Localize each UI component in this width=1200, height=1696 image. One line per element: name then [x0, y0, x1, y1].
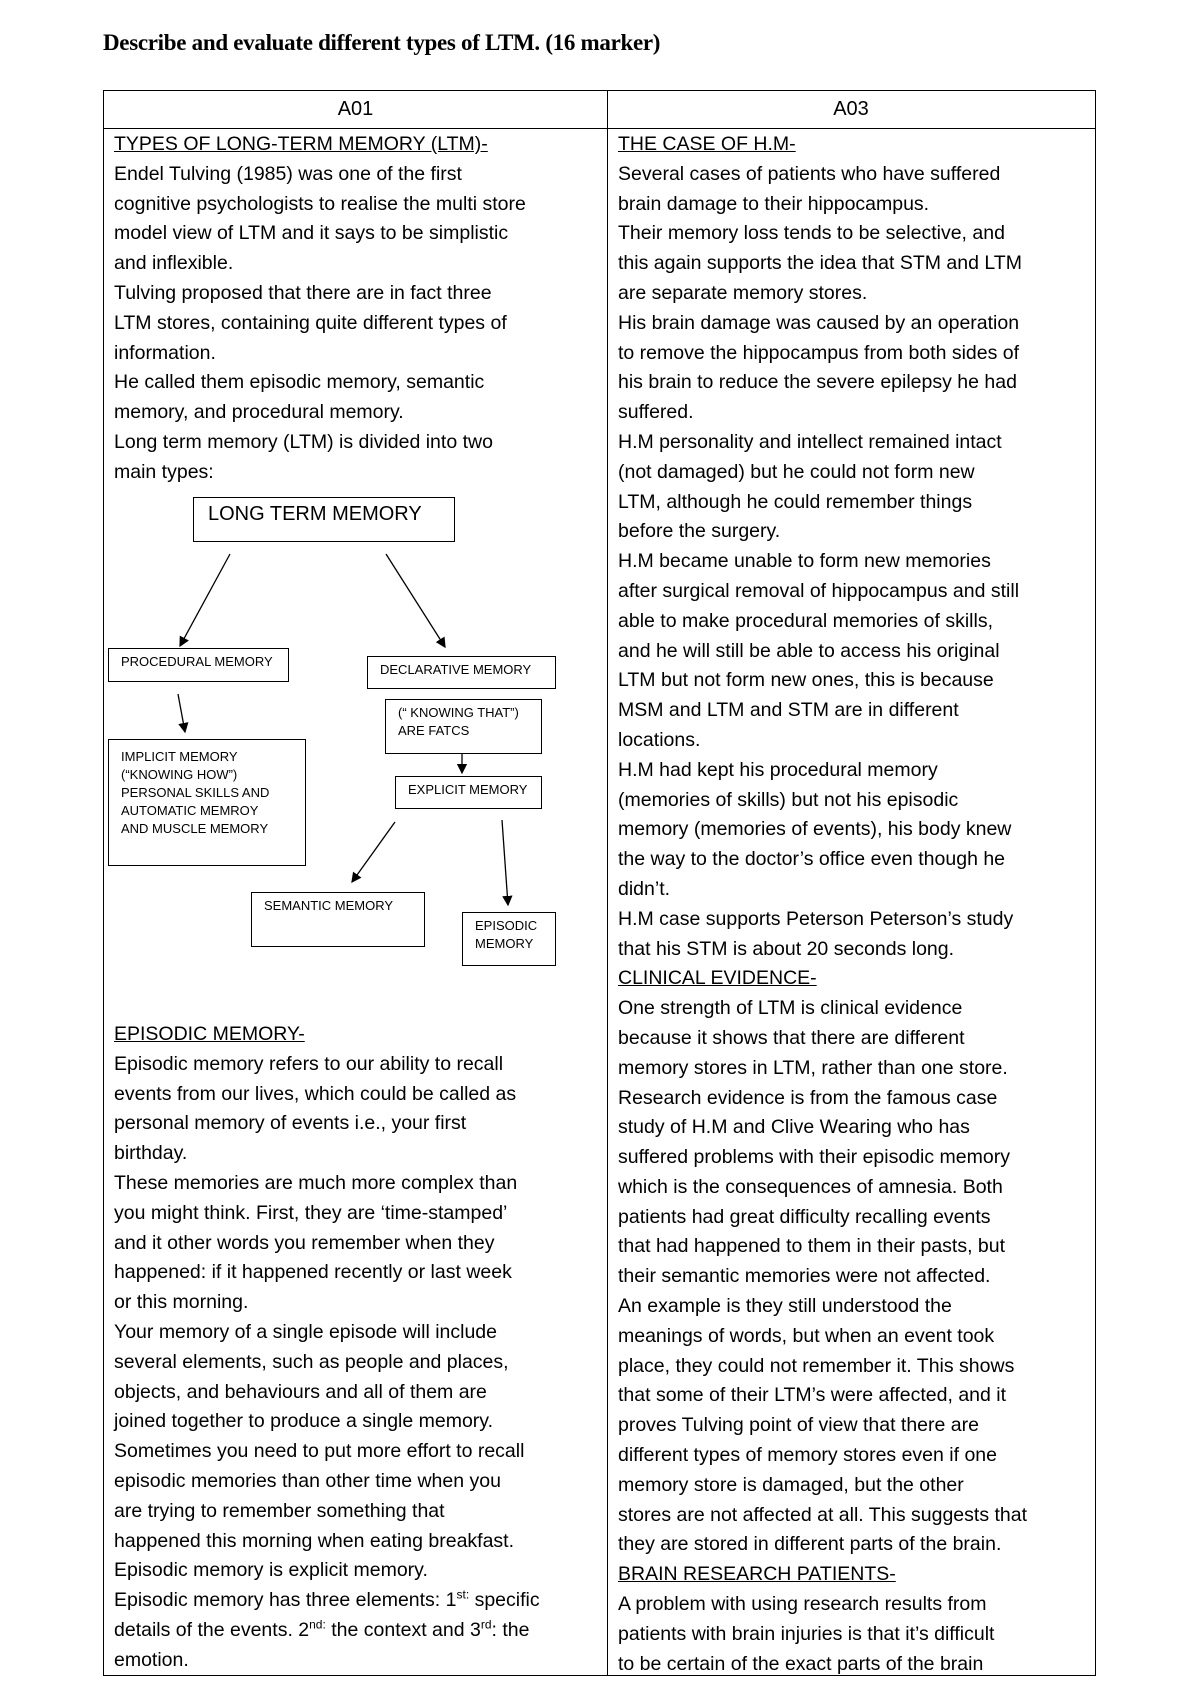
episodic-line: MEMORY: [475, 936, 534, 951]
text-line: memory stores in LTM, rather than one store.: [618, 1056, 1008, 1079]
arrow-ltm-to-declarative: [386, 554, 445, 647]
text-line: (memories of skills) but not his episodic: [618, 788, 959, 811]
text-line: you might think. First, they are ‘time-stamped’: [114, 1201, 508, 1224]
text-line: These memories are much more complex than: [114, 1171, 518, 1194]
text-line: objects, and behaviours and all of them are: [114, 1380, 487, 1403]
text-segment: specific: [469, 1589, 540, 1612]
text-line: Endel Tulving (1985) was one of the first: [114, 162, 462, 185]
text-line: which is the consequences of amnesia. Both: [618, 1175, 1003, 1198]
text-line: the way to the doctor’s office even though he: [618, 848, 1006, 871]
section-heading: THE CASE OF H.M-: [618, 133, 796, 155]
text-line: to remove the hippocampus from both sides of: [618, 341, 1020, 364]
semantic-memory-box: SEMANTIC MEMORY: [251, 892, 425, 947]
text-line: suffered.: [618, 401, 694, 424]
text-line: this again supports the idea that STM and LTM: [618, 252, 1022, 275]
text-line: before the surgery.: [618, 520, 781, 543]
text-line: and it other words you remember when they: [114, 1231, 495, 1254]
text-line: episodic memories than other time when you: [114, 1469, 501, 1492]
declarative-memory-box: DECLARATIVE MEMORY: [367, 656, 556, 689]
text-line: proves Tulving point of view that there are: [618, 1414, 979, 1437]
text-line: Research evidence is from the famous case: [618, 1086, 998, 1109]
text-line: didn’t.: [618, 877, 671, 900]
text-line: Several cases of patients who have suffered: [618, 162, 1001, 185]
text-line: to be certain of the exact parts of the brain: [618, 1652, 984, 1675]
text-line: joined together to produce a single memory.: [114, 1410, 494, 1433]
text-line: events from our lives, which could be called as: [114, 1082, 517, 1105]
text-line: his brain to reduce the severe epilepsy he had: [618, 371, 1017, 394]
superscript: rd: [480, 1617, 492, 1632]
text-line: Long term memory (LTM) is divided into two: [114, 430, 493, 453]
text-line: different types of memory stores even if one: [618, 1444, 997, 1467]
text-segment: Episodic memory has three elements: 1: [114, 1589, 457, 1612]
text-line: H.M had kept his procedural memory: [618, 758, 938, 781]
text-line: Tulving proposed that there are in fact three: [114, 281, 492, 304]
text-line: His brain damage was caused by an operation: [618, 311, 1020, 334]
text-line: LTM, although he could remember things: [618, 490, 973, 513]
text-line: and inflexible.: [114, 252, 234, 275]
text-line: that had happened to them in their pasts, but: [618, 1235, 1006, 1258]
text-line: emotion.: [114, 1648, 189, 1671]
text-line: memory (memories of events), his body knew: [618, 818, 1012, 841]
implicit-line: AUTOMATIC MEMROY: [121, 803, 259, 818]
text-line: that some of their LTM’s were affected, and it: [618, 1384, 1007, 1407]
text-line: One strength of LTM is clinical evidence: [618, 997, 963, 1020]
text-line: H.M became unable to form new memories: [618, 550, 991, 573]
text-line: LTM stores, containing quite different types of: [114, 311, 507, 334]
text-line: (not damaged) but he could not form new: [618, 460, 975, 483]
superscript: st:: [456, 1587, 470, 1602]
text-line: that his STM is about 20 seconds long.: [618, 937, 955, 960]
text-line: study of H.M and Clive Wearing who has: [618, 1116, 970, 1139]
procedural-memory-box: PROCEDURAL MEMORY: [108, 648, 289, 682]
superscript: nd:: [309, 1617, 326, 1632]
text-line: brain damage to their hippocampus.: [618, 192, 930, 215]
text-line: Sometimes you need to put more effort to recall: [114, 1440, 525, 1463]
section-heading: EPISODIC MEMORY-: [114, 1023, 305, 1045]
text-line: H.M personality and intellect remained intact: [618, 430, 1002, 453]
text-line: Their memory loss tends to be selective, and: [618, 222, 1005, 245]
text-line: happened this morning when eating breakfast.: [114, 1529, 515, 1552]
text-line: and he will still be able to access his original: [618, 639, 1000, 662]
text-line: birthday.: [114, 1142, 188, 1165]
ltm-box: LONG TERM MEMORY: [193, 497, 455, 542]
text-line: or this morning.: [114, 1291, 249, 1314]
text-line: are separate memory stores.: [618, 281, 868, 304]
text-line: memory store is damaged, but the other: [618, 1473, 964, 1496]
text-line: He called them episodic memory, semantic: [114, 371, 485, 394]
text-line: stores are not affected at all. This suggests that: [618, 1503, 1028, 1526]
implicit-line: AND MUSCLE MEMORY: [121, 821, 269, 836]
text-segment: details of the events. 2: [114, 1618, 310, 1641]
arrow-explicit-to-episodic: [502, 820, 508, 905]
text-line: patients with brain injuries is that it’s difficult: [618, 1622, 995, 1645]
episodic-line: EPISODIC: [475, 918, 538, 933]
text-segment: : the: [491, 1618, 530, 1641]
knowing-that-box: [385, 699, 542, 754]
implicit-line: PERSONAL SKILLS AND: [121, 785, 270, 800]
text-line: place, they could not remember it. This shows: [618, 1354, 1015, 1377]
text-line: A problem with using research results from: [618, 1593, 987, 1616]
text-line: Episodic memory is explicit memory.: [114, 1559, 428, 1582]
document-title: Describe and evaluate different types of LTM. (16 marker): [103, 30, 661, 55]
text-line: meanings of words, but when an event took: [618, 1324, 995, 1347]
text-segment: the context and 3: [325, 1618, 481, 1641]
text-line: their semantic memories were not affected.: [618, 1265, 991, 1288]
text-line: because it shows that there are different: [618, 1026, 965, 1049]
text-line: MSM and LTM and STM are in different: [618, 699, 959, 722]
implicit-line: (“KNOWING HOW”): [121, 767, 238, 782]
episodic-memory-box: [462, 912, 556, 966]
text-line: they are stored in different parts of the brain.: [618, 1533, 1002, 1556]
text-line: LTM but not form new ones, this is because: [618, 669, 994, 692]
section-heading: BRAIN RESEARCH PATIENTS-: [618, 1563, 896, 1586]
text-line: after surgical removal of hippocampus and still: [618, 579, 1020, 602]
column-header-a03: A03: [607, 91, 1095, 129]
knowing-that-line: (“ KNOWING THAT”): [398, 705, 519, 720]
text-line: memory, and procedural memory.: [114, 401, 404, 424]
text-line: able to make procedural memories of skills,: [618, 609, 993, 632]
section-heading: TYPES OF LONG-TERM MEMORY (LTM)-: [114, 133, 488, 155]
text-line: locations.: [618, 728, 701, 751]
text-line: Your memory of a single episode will include: [114, 1320, 497, 1343]
implicit-line: IMPLICIT MEMORY: [121, 749, 238, 764]
explicit-memory-box: EXPLICIT MEMORY: [395, 776, 542, 809]
text-line: happened: if it happened recently or last week: [114, 1261, 512, 1284]
text-line: personal memory of events i.e., your first: [114, 1112, 467, 1135]
text-line: Episodic memory refers to our ability to recall: [114, 1052, 504, 1075]
arrow-procedural-to-implicit: [178, 694, 185, 732]
text-line: cognitive psychologists to realise the multi store: [114, 192, 526, 215]
text-line: patients had great difficulty recalling events: [618, 1205, 991, 1228]
text-line: model view of LTM and it says to be simplistic: [114, 222, 509, 245]
knowing-that-line: ARE FATCS: [398, 723, 470, 738]
implicit-memory-box: [108, 739, 306, 866]
text-line: are trying to remember something that: [114, 1499, 445, 1522]
arrow-ltm-to-procedural: [180, 554, 230, 646]
text-line: main types:: [114, 460, 214, 483]
text-line: suffered problems with their episodic memory: [618, 1146, 1010, 1169]
text-line: An example is they still understood the: [618, 1295, 952, 1318]
text-line: several elements, such as people and places,: [114, 1350, 509, 1373]
arrow-explicit-to-semantic: [352, 822, 395, 882]
section-heading: CLINICAL EVIDENCE-: [618, 967, 817, 990]
text-line: information.: [114, 341, 216, 364]
text-line: H.M case supports Peterson Peterson’s study: [618, 907, 1014, 930]
column-header-a01: A01: [104, 91, 607, 129]
